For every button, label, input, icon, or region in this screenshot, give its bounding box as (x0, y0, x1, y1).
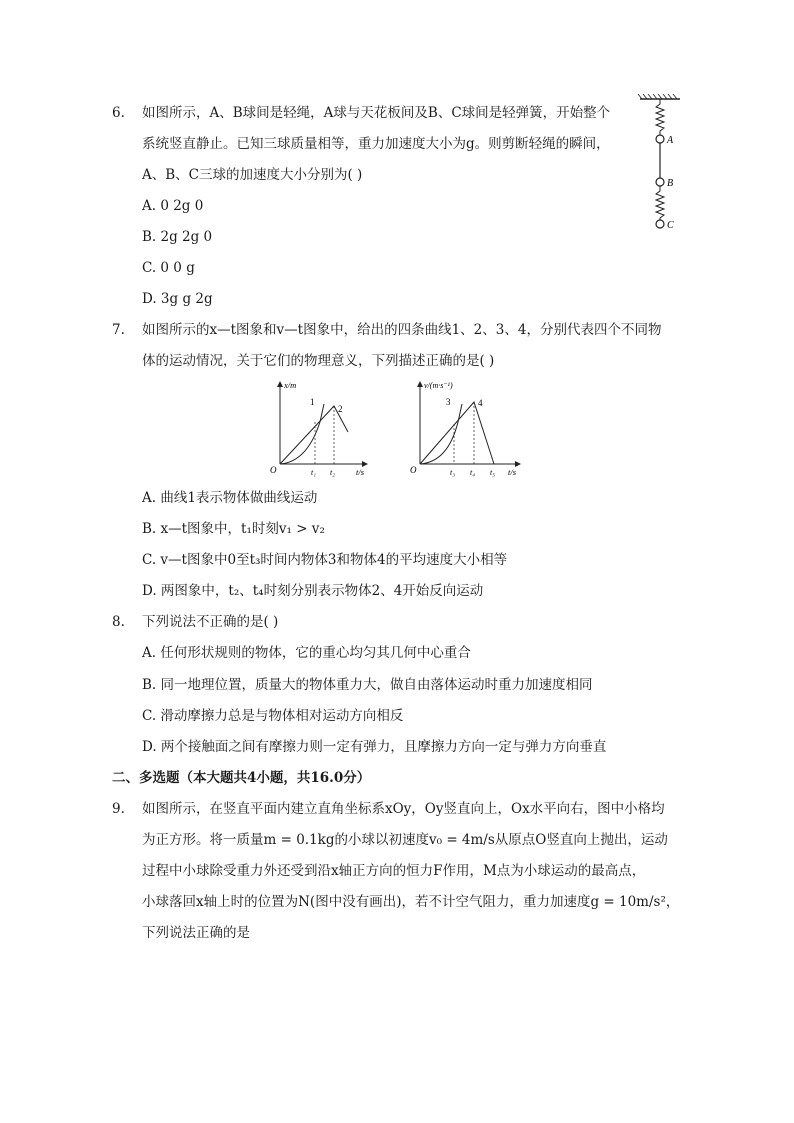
question-text: 下列说法正确的是 (142, 925, 250, 941)
tick-t5: t₅ (490, 468, 496, 477)
curve-2 (280, 406, 348, 464)
label-c: C (667, 220, 674, 231)
question-text: 如图所示，A、B球间是轻绳，A球与天花板间及B、C球间是轻弹簧，开始整个 (142, 105, 611, 121)
question-number: 9. (112, 801, 125, 817)
tick-t3: t₃ (450, 468, 456, 477)
label-a: A (667, 135, 674, 146)
question-text: 为正方形。将一质量m = 0.1kg的小球以初速度v₀ = 4m/s从原点O竖直向上抛出，运动 (142, 832, 668, 848)
label-b: B (667, 178, 674, 189)
spring-ball-figure (636, 94, 686, 236)
question-text: 如图所示，在竖直平面内建立直角坐标系xOy，Oy竖直向上，Ox水平向右，图中小格均 (142, 801, 665, 817)
question-text: 体的运动情况，关于它们的物理意义，下列描述正确的是( ) (142, 353, 495, 369)
tick-t2: t₂ (330, 468, 336, 477)
x-t-graph (262, 378, 377, 478)
y-axis-label: x/m (284, 380, 297, 390)
x-axis-label: t/s (508, 467, 517, 477)
origin-label: O (270, 465, 277, 475)
ball-b (656, 178, 664, 186)
tick-t4: t₄ (470, 468, 476, 477)
question-text: 系统竖直静止。已知三球质量相等，重力加速度大小为g。则剪断轻绳的瞬间， (142, 136, 610, 152)
curve-4 (420, 402, 494, 464)
x-axis-label: t/s (356, 467, 365, 477)
option-b: B. x—t图象中，t₁时刻v₁ > v₂ (142, 521, 325, 537)
option-d: D. 两图象中，t₂、t₄时刻分别表示物体2、4开始反向运动 (142, 583, 484, 599)
curve-1 (280, 404, 324, 464)
option-b: B. 2g 2g 0 (142, 229, 213, 245)
option-a: A. 任何形状规则的物体，它的重心均匀其几何中心重合 (142, 645, 471, 661)
question-text: 过程中小球除受重力外还受到沿x轴正方向的恒力F作用，M点为小球运动的最高点， (142, 863, 646, 879)
curve-4-label: 4 (478, 398, 483, 408)
section-title: 二、多选题（本大题共4小题，共16.0分） (112, 770, 371, 786)
option-a: A. 曲线1表示物体做曲线运动 (142, 490, 318, 506)
curve-3-label: 3 (446, 397, 451, 407)
question-text: 小球落回x轴上时的位置为N(图中没有画出)，若不计空气阻力，重力加速度g = 10m/s²， (142, 894, 680, 910)
option-b: B. 同一地理位置，质量大的物体重力大，做自由落体运动时重力加速度相同 (142, 677, 593, 693)
curve-2-label: 2 (338, 404, 343, 414)
curve-1-label: 1 (310, 397, 315, 407)
question-number: 6. (112, 105, 125, 121)
curve-3 (420, 404, 462, 464)
option-c: C. 0 0 g (142, 260, 195, 276)
question-number: 7. (112, 322, 125, 338)
option-a: A. 0 2g 0 (142, 198, 204, 214)
option-d: D. 3g g 2g (142, 291, 213, 307)
option-c: C. 滑动摩擦力总是与物体相对运动方向相反 (142, 708, 404, 724)
y-axis-label: v/(m·s⁻¹) (424, 381, 453, 390)
tick-t1: t₁ (311, 468, 317, 477)
question-number: 8. (112, 614, 125, 630)
option-c: C. v—t图象中0至t₃时间内物体3和物体4的平均速度大小相等 (142, 552, 508, 568)
ball-c (656, 220, 664, 228)
origin-label: O (410, 465, 417, 475)
question-text: 下列说法不正确的是( ) (142, 614, 279, 630)
question-text: 如图所示的x—t图象和v—t图象中，给出的四条曲线1、2、3、4，分别代表四个不同物 (142, 322, 662, 338)
question-text: A、B、C三球的加速度大小分别为( ) (142, 167, 363, 183)
ball-a (656, 135, 664, 143)
option-d: D. 两个接触面之间有摩擦力则一定有弹力，且摩擦力方向一定与弹力方向垂直 (142, 739, 607, 755)
v-t-graph (400, 378, 528, 478)
